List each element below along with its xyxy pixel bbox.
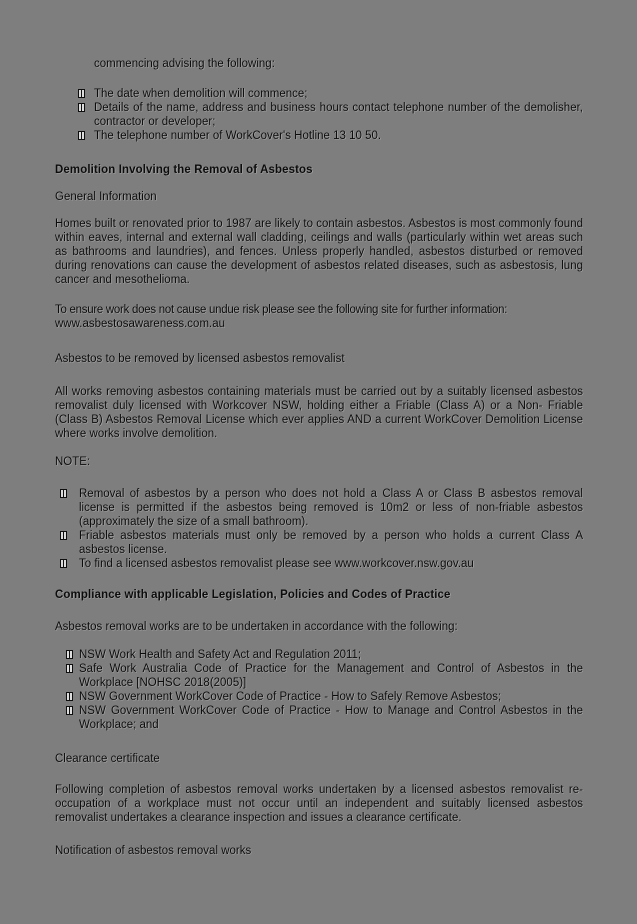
list-item-text: Friable asbestos materials must only be removed by a person who holds a current Class A asbestos license.	[79, 530, 583, 556]
paragraph-all-works: All works removing asbestos containing materials must be carried out by a suitably licensed asbestos removalist duly licensed with Workcover NSW, holding either a Friable (Class A) or a Non- Friable (Class B) Asbestos Removal License which ever applies AND a current WorkCover Demolition License where works involve demolition.	[55, 386, 583, 440]
list-item	[55, 101, 583, 129]
list-item-text: NSW Government WorkCover Code of Practice - How to Safely Remove Asbestos;	[79, 691, 502, 703]
list-item-text: The date when demolition will commence;	[94, 88, 308, 100]
checkbox-bullet-icon	[78, 103, 85, 112]
list-item	[55, 557, 583, 571]
list-item	[55, 648, 583, 662]
list-item	[55, 87, 583, 101]
note-label: NOTE:	[55, 456, 91, 468]
asbestos-awareness-url: www.asbestosawareness.com.au	[55, 318, 226, 330]
paragraph-homes-built: Homes built or renovated prior to 1987 are likely to contain asbestos. Asbestos is most commonly found within eaves, internal and external wall cladding, ceilings and walls (particularly within wet areas such as bathrooms and laundries), and fences. Unless properly handled, asbestos disturbed or removed during renovations can cause the development of asbestos related diseases, such as asbestosis, lung cancer and mesothelioma.	[55, 218, 583, 286]
further-info-line: To ensure work does not cause undue risk please see the following site for further information:	[55, 304, 508, 316]
list-item	[55, 662, 583, 690]
checkbox-bullet-icon	[78, 131, 85, 140]
list-item-text: NSW Government WorkCover Code of Practice - How to Manage and Control Asbestos in the Workplace; and	[79, 705, 583, 731]
intro-continuation-line: commencing advising the following:	[94, 58, 275, 70]
list-item	[55, 704, 583, 732]
paragraph-clearance: Following completion of asbestos removal works undertaken by a licensed asbestos removalist re-occupation of a workplace must not occur until an independent and suitably licensed asbestos removalist undertakes a clearance inspection and issues a clearance certificate.	[55, 784, 583, 824]
checkbox-bullet-icon	[60, 489, 67, 498]
section-heading-compliance: Compliance with applicable Legislation, Policies and Codes of Practice	[55, 589, 451, 601]
paragraph-further-information	[55, 303, 583, 331]
paragraph-accordance: Asbestos removal works are to be undertaken in accordance with the following:	[55, 621, 458, 633]
checkbox-bullet-icon	[66, 706, 73, 715]
compliance-list	[55, 648, 583, 732]
list-item-text: Removal of asbestos by a person who does not hold a Class A or Class B asbestos removal license is permitted if the asbestos being removed is 10m2 or less of non-friable asbestos (approximately the size of a small bathroom).	[79, 488, 583, 528]
list-item	[55, 529, 583, 557]
list-item-text: Safe Work Australia Code of Practice for the Management and Control of Asbestos in the Workplace [NOHSC 2018(2005)]	[79, 663, 583, 689]
subheading-notification: Notification of asbestos removal works	[55, 845, 252, 857]
checkbox-bullet-icon	[66, 664, 73, 673]
checkbox-bullet-icon	[60, 531, 67, 540]
list-item	[55, 129, 583, 143]
list-item	[55, 487, 583, 529]
notification-details-list	[55, 87, 583, 143]
subheading-clearance-certificate: Clearance certificate	[55, 753, 160, 765]
list-item-text: To find a licensed asbestos removalist please see www.workcover.nsw.gov.au	[79, 558, 474, 570]
list-item-text: NSW Work Health and Safety Act and Regulation 2011;	[79, 649, 362, 661]
subheading-general-information: General Information	[55, 191, 157, 203]
list-item-text: Details of the name, address and business hours contact telephone number of the demolisher, contractor or developer;	[94, 102, 583, 128]
list-item-text: The telephone number of WorkCover's Hotline 13 10 50.	[94, 130, 382, 142]
list-item	[55, 690, 583, 704]
checkbox-bullet-icon	[60, 559, 67, 568]
checkbox-bullet-icon	[66, 692, 73, 701]
checkbox-bullet-icon	[66, 650, 73, 659]
subheading-licensed-removalist: Asbestos to be removed by licensed asbestos removalist	[55, 353, 345, 365]
checkbox-bullet-icon	[78, 89, 85, 98]
note-list	[55, 487, 583, 571]
section-heading-demolition-asbestos: Demolition Involving the Removal of Asbestos	[55, 164, 313, 176]
